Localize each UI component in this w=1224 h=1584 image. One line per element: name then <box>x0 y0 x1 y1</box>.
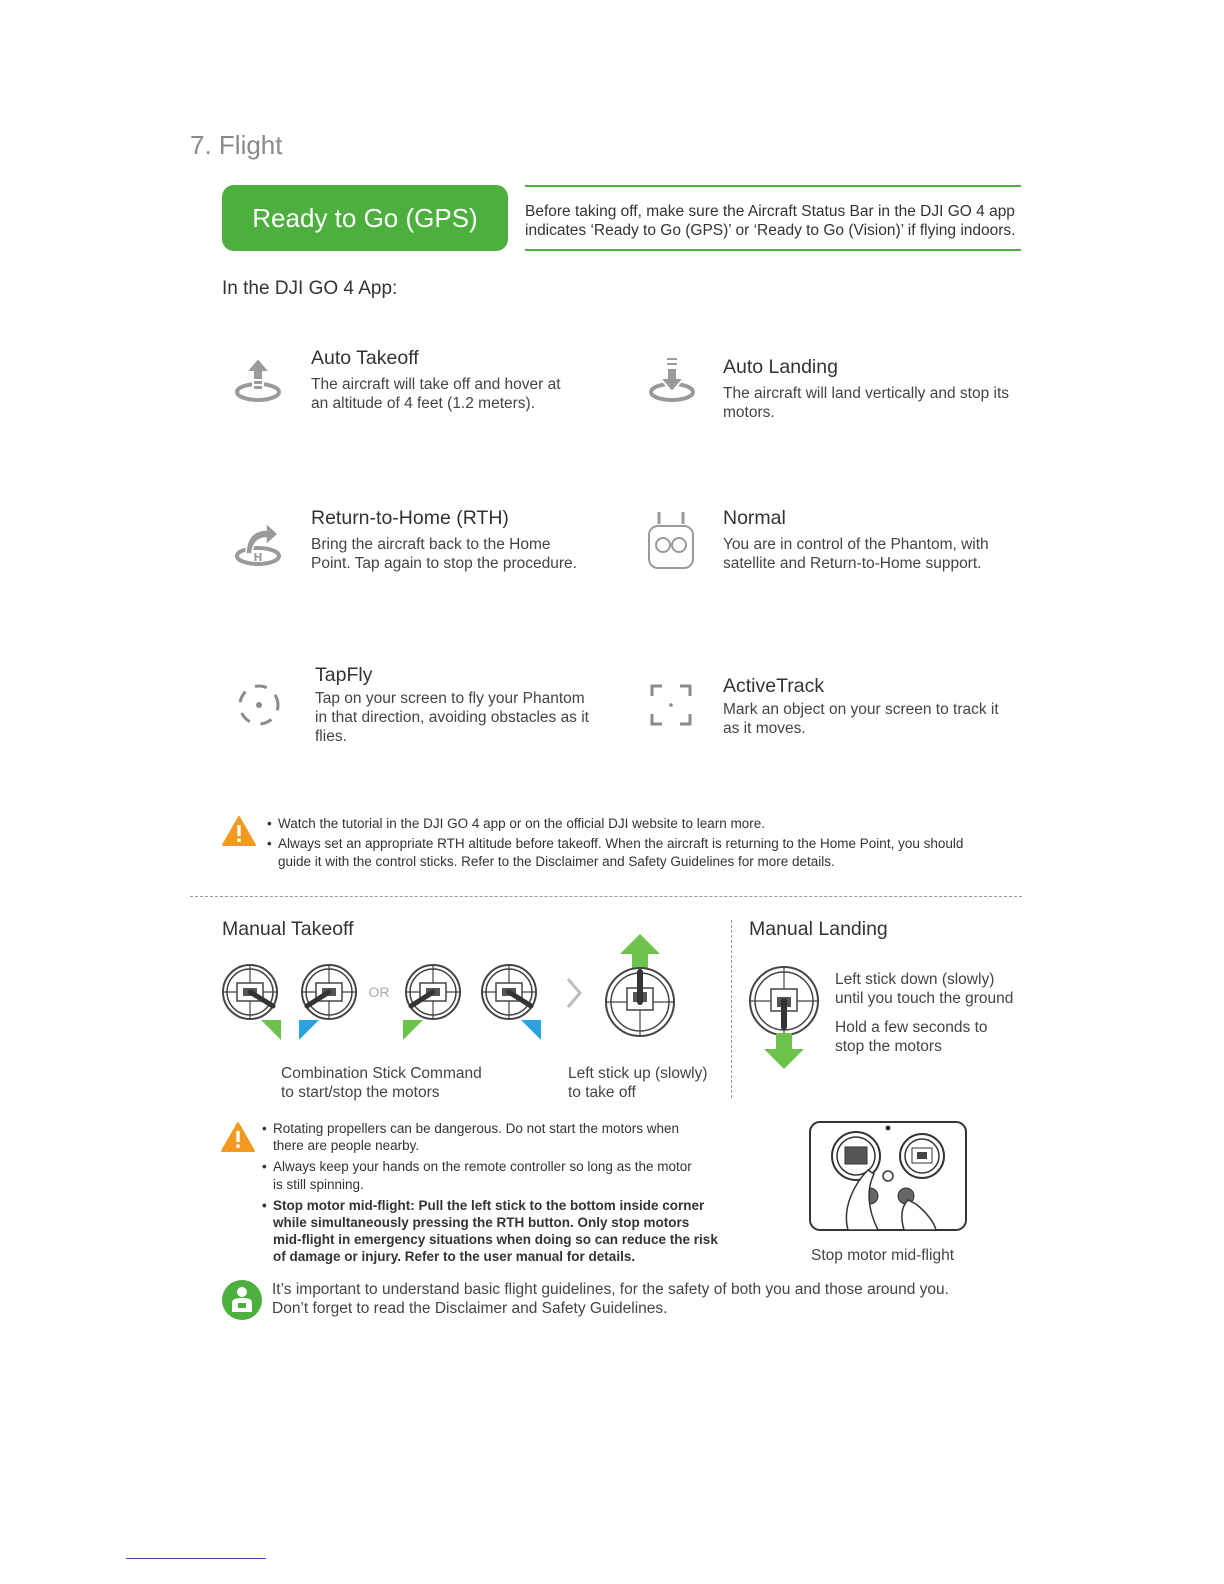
feature-desc-line: Point. Tap again to stop the procedure. <box>311 555 577 572</box>
caption-line: to take off <box>568 1084 636 1101</box>
warning-list <box>262 1120 722 1270</box>
feature-title: ActiveTrack <box>723 675 825 697</box>
page-title: 7. Flight <box>190 130 283 160</box>
ready-note <box>525 185 1021 251</box>
tapfly-icon <box>234 680 284 730</box>
warning-item-line: while simultaneously pressing the RTH button. Only stop motors <box>273 1215 690 1231</box>
combination-stick-diagram <box>219 960 559 1047</box>
warning-item-line: guide it with the control sticks. Refer to the Disclaimer and Safety Guidelines for more details. <box>278 854 835 869</box>
feature-desc-line: flies. <box>315 728 347 745</box>
warning-item-line: Stop motor mid-flight: Pull the left stick to the bottom inside corner <box>273 1197 705 1213</box>
warning-list <box>267 815 1007 871</box>
warning-item <box>262 1120 722 1154</box>
feature-desc-line: as it moves. <box>723 720 806 737</box>
feature-desc-line: The aircraft will land vertically and stop its <box>723 385 1010 402</box>
remote-controller-icon <box>646 510 696 572</box>
left-stick-down-diagram <box>746 963 822 1076</box>
safety-note <box>272 1280 949 1318</box>
feature-title: TapFly <box>315 664 373 686</box>
activetrack-block <box>723 675 1023 738</box>
caption-line: until you touch the ground <box>835 990 1014 1007</box>
warning-icon <box>221 815 257 847</box>
warning-item-line: is still spinning. <box>273 1176 364 1192</box>
feature-desc <box>723 535 1023 573</box>
warning-item <box>267 835 1007 871</box>
tapfly-block <box>315 664 615 746</box>
warning-item-line: Rotating propellers can be dangerous. Do not start the motors when <box>273 1121 679 1136</box>
feature-title: Normal <box>723 507 786 529</box>
auto-landing-block <box>723 356 1023 422</box>
safety-note-line: Don’t forget to read the Disclaimer and Safety Guidelines. <box>272 1300 668 1317</box>
caption-line: Left stick up (slowly) <box>568 1065 708 1082</box>
feature-desc <box>311 535 611 573</box>
warning-icon <box>220 1121 256 1153</box>
feature-desc <box>723 384 1023 422</box>
warning-item-line: Always keep your hands on the remote controller so long as the motor <box>273 1159 692 1175</box>
svg-text:H: H <box>253 551 263 564</box>
feature-desc-line: The aircraft will take off and hover at <box>311 376 561 393</box>
feature-title: Auto Landing <box>723 356 838 378</box>
ready-note-line: Before taking off, make sure the Aircraft Status Bar in the DJI GO 4 app <box>525 203 1015 220</box>
footer-rule <box>126 1558 266 1559</box>
warning-item-line: Always set an appropriate RTH altitude before takeoff. When the aircraft is returning to the Home Point, you should <box>278 836 964 851</box>
stop-motor-caption: Stop motor mid-flight <box>811 1247 954 1264</box>
warning-item <box>262 1158 722 1192</box>
feature-desc <box>311 375 611 413</box>
landing-step-1 <box>835 970 1013 1008</box>
feature-desc <box>723 700 1023 738</box>
stop-motor-illustration <box>808 1120 968 1237</box>
warning-item-line: mid-flight in emergency situations when doing so can reduce the risk <box>273 1232 718 1248</box>
caption-line: to start/stop the motors <box>281 1084 440 1101</box>
normal-block <box>723 507 1023 573</box>
warning-item <box>262 1197 722 1266</box>
feature-desc-line: Tap on your screen to fly your Phantom <box>315 690 585 707</box>
section-divider <box>190 896 1022 897</box>
stick-up-caption <box>568 1064 708 1102</box>
takeoff-icon <box>232 356 284 406</box>
safety-note-line: It’s important to understand basic flight guidelines, for the safety of both you and those around you. <box>272 1281 949 1298</box>
rth-block <box>311 507 611 573</box>
warning-item: • Watch the tutorial in the DJI GO 4 app or on the official DJI website to learn more. <box>267 815 1007 833</box>
left-stick-up-diagram <box>602 932 678 1045</box>
csc-caption <box>281 1064 482 1102</box>
ready-to-go-badge: Ready to Go (GPS) <box>222 185 508 251</box>
feature-desc-line: motors. <box>723 404 775 421</box>
warning-item-line: there are people nearby. <box>273 1138 420 1154</box>
warning-item-line: of damage or injury. Refer to the user manual for details. <box>273 1249 636 1265</box>
column-divider <box>731 920 732 1098</box>
landing-icon <box>646 356 698 406</box>
auto-takeoff-block <box>311 347 611 413</box>
ready-note-line: indicates ‘Ready to Go (GPS)’ or ‘Ready to Go (Vision)’ if flying indoors. <box>525 222 1016 239</box>
feature-desc <box>315 689 615 746</box>
safety-icon <box>221 1279 263 1321</box>
feature-title: Auto Takeoff <box>311 347 419 369</box>
chevron-right-icon <box>562 975 586 1016</box>
caption-line: Combination Stick Command <box>281 1065 482 1082</box>
feature-desc-line: in that direction, avoiding obstacles as it <box>315 709 589 726</box>
return-home-icon <box>232 520 284 570</box>
caption-line: Left stick down (slowly) <box>835 971 995 988</box>
manual-landing-title: Manual Landing <box>749 918 888 940</box>
app-intro: In the DJI GO 4 App: <box>222 278 398 299</box>
feature-desc-line: satellite and Return-to-Home support. <box>723 555 982 572</box>
activetrack-icon <box>648 682 694 728</box>
caption-line: Hold a few seconds to <box>835 1019 988 1036</box>
feature-desc-line: Bring the aircraft back to the Home <box>311 536 551 553</box>
landing-step-2 <box>835 1018 988 1056</box>
or-label: OR <box>368 984 390 1000</box>
feature-desc-line: an altitude of 4 feet (1.2 meters). <box>311 395 536 412</box>
manual-takeoff-title: Manual Takeoff <box>222 918 354 940</box>
feature-desc-line: You are in control of the Phantom, with <box>723 536 989 553</box>
caption-line: stop the motors <box>835 1038 942 1055</box>
feature-desc-line: Mark an object on your screen to track it <box>723 701 999 718</box>
feature-title: Return-to-Home (RTH) <box>311 507 509 529</box>
